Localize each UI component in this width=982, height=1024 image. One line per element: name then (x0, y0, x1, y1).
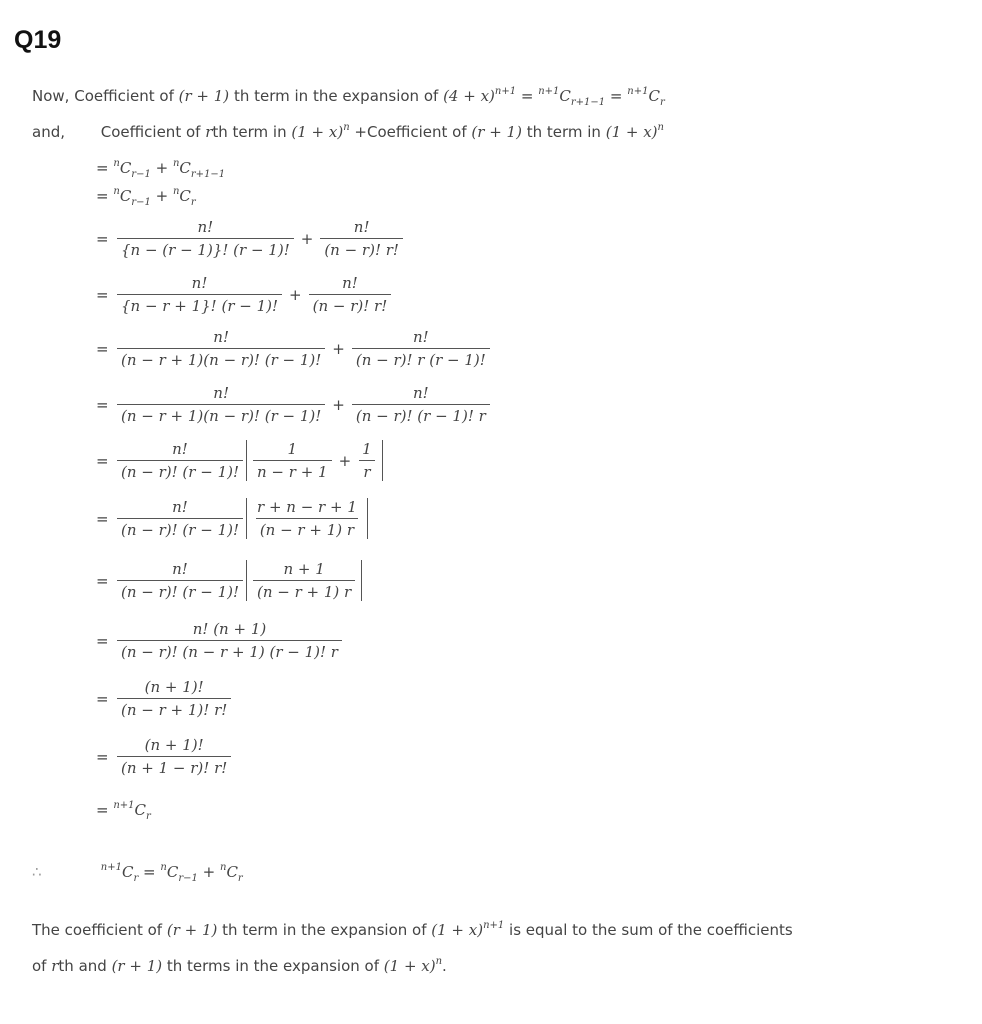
combination-c: C (559, 87, 571, 105)
text: The coefficient of (32, 921, 167, 939)
math-expr: (1 + x) (383, 957, 436, 975)
subscript: r (659, 97, 665, 108)
text: Coefficient of (100, 123, 206, 141)
conclusion-line-1 (32, 920, 793, 939)
fraction (253, 498, 361, 539)
combination-c: C (119, 159, 132, 177)
subscript: r (133, 873, 139, 884)
fraction (117, 498, 243, 539)
combination-c: C (121, 863, 134, 881)
equals-sign: = (609, 87, 623, 105)
numerator: n! (213, 384, 229, 402)
equals-sign: = (96, 339, 109, 358)
text: th and (58, 957, 112, 975)
plus-sign: + (289, 285, 302, 304)
denominator: (n − r + 1)! r! (117, 698, 231, 719)
math-expr: (1 + x) (605, 123, 658, 141)
square-bracket (246, 498, 368, 539)
combination-c: C (226, 863, 238, 881)
superscript: n (160, 862, 167, 873)
subscript: r−1 (131, 197, 151, 208)
equals-sign: = (96, 631, 109, 650)
subscript: r−1 (178, 873, 198, 884)
equals-sign: = (96, 747, 109, 766)
superscript: n+1 (100, 862, 122, 873)
step-fraction-2 (96, 274, 394, 315)
equals-sign: = (96, 285, 109, 304)
combination-c: C (166, 863, 179, 881)
math-expr: (4 + x) (443, 87, 495, 105)
numerator: n! (172, 440, 188, 458)
math-expr: r (51, 957, 59, 975)
combination-c: C (648, 87, 660, 105)
equals-sign: = (96, 451, 109, 470)
step-bracket-2 (96, 498, 368, 539)
math-expr: (1 + x) (291, 123, 344, 141)
denominator: (n − r)! r! (320, 238, 403, 259)
step-single-1 (96, 620, 345, 661)
exponent: n+1 (494, 86, 517, 97)
therefore-icon: ∴ (32, 863, 42, 881)
plus-sign: + (155, 187, 169, 205)
equals-sign: = (96, 509, 109, 528)
combination-c: C (179, 159, 191, 177)
step-bracket-1 (96, 440, 383, 481)
denominator: {n − (r − 1)}! (r − 1)! (117, 238, 294, 259)
text: th term in (212, 123, 292, 141)
superscript: n (219, 862, 227, 873)
denominator: (n − r + 1)(n − r)! (r − 1)! (117, 348, 325, 369)
now-line (32, 86, 665, 108)
denominator: {n − r + 1}! (r − 1)! (117, 294, 282, 315)
text: Coefficient of (74, 87, 179, 105)
fraction (320, 218, 403, 259)
plus-sign: + (332, 339, 345, 358)
text: th term in the expansion of (233, 87, 444, 105)
fraction (352, 328, 490, 369)
denominator: (n − r)! (r − 1)! (117, 460, 243, 481)
fraction (253, 560, 355, 601)
denominator: r (359, 460, 374, 481)
numerator: n! (172, 498, 188, 516)
equals-sign: = (96, 801, 109, 819)
exponent: n+1 (483, 920, 505, 931)
numerator: n! (n + 1) (192, 620, 267, 638)
fraction (253, 440, 332, 481)
plus-sign: + (332, 395, 345, 414)
numerator: 1 (362, 440, 372, 458)
numerator: (n + 1)! (144, 736, 204, 754)
denominator: (n − r)! r! (309, 294, 392, 315)
fraction (117, 560, 243, 601)
superscript: n+1 (113, 800, 135, 811)
superscript: n+1 (538, 86, 560, 97)
conclusion-line-2 (32, 956, 447, 975)
combination-c: C (179, 187, 191, 205)
and-label: and, (32, 123, 65, 141)
fraction (117, 218, 294, 259)
denominator: (n − r)! (r − 1)! (117, 518, 243, 539)
therefore-line (32, 862, 243, 884)
numerator: n! (172, 560, 188, 578)
superscript: n (172, 186, 180, 197)
fraction (117, 678, 231, 719)
combination-c: C (119, 187, 132, 205)
combination-c: C (134, 801, 147, 819)
denominator: (n − r + 1) r (253, 580, 355, 601)
numerator: r + n − r + 1 (257, 498, 357, 516)
step-combination-2 (96, 186, 196, 208)
subscript: r+1−1 (570, 97, 606, 108)
denominator: (n − r + 1) r (256, 518, 358, 539)
equals-sign: = (143, 863, 156, 881)
numerator: (n + 1)! (144, 678, 204, 696)
plus-sign: + (202, 863, 216, 881)
plus-sign: + (338, 451, 352, 470)
step-single-2 (96, 678, 234, 719)
step-fraction-1 (96, 218, 406, 259)
text: th term in (526, 123, 606, 141)
math-expr: (r + 1) (471, 123, 522, 141)
now-label: Now, (32, 87, 70, 105)
numerator: n + 1 (283, 560, 325, 578)
math-expr: (r + 1) (166, 921, 218, 939)
superscript: n (113, 158, 120, 169)
numerator: n! (412, 328, 429, 346)
fraction (117, 736, 231, 777)
denominator: (n − r)! (r − 1)! (117, 580, 243, 601)
superscript: n+1 (627, 86, 649, 97)
step-bracket-3 (96, 560, 362, 601)
math-expr: (r + 1) (111, 957, 163, 975)
denominator: (n − r)! r (r − 1)! (352, 348, 490, 369)
superscript: n (172, 158, 180, 169)
fraction (309, 274, 392, 315)
text: th term in the expansion of (217, 921, 432, 939)
denominator: n − r + 1 (253, 460, 332, 481)
denominator: (n + 1 − r)! r! (117, 756, 231, 777)
and-line (32, 122, 664, 141)
numerator: n! (353, 218, 370, 236)
step-fraction-4 (96, 384, 493, 425)
subscript: r (190, 197, 196, 208)
fraction (358, 440, 376, 481)
plus-sign: + (155, 159, 169, 177)
step-final (96, 800, 151, 822)
numerator: n! (342, 274, 358, 292)
denominator: (n − r)! (r − 1)! r (352, 404, 490, 425)
equals-sign: = (520, 87, 534, 105)
subscript: r (146, 811, 151, 822)
fraction (117, 440, 243, 481)
math-expr: (r + 1) (178, 87, 230, 105)
question-title: Q19 (14, 26, 62, 54)
text: of (32, 957, 52, 975)
text: +Coefficient of (354, 123, 472, 141)
equals-sign: = (96, 689, 109, 708)
text: is equal to the sum of the coefficients (504, 921, 793, 939)
equals-sign: = (96, 395, 109, 414)
exponent: n (343, 122, 350, 133)
math-expr: (1 + x) (431, 921, 484, 939)
equals-sign: = (96, 571, 109, 590)
step-combination-1 (96, 158, 225, 180)
equals-sign: = (96, 229, 109, 248)
fraction (117, 384, 325, 425)
plus-sign: + (300, 229, 314, 248)
text: . (442, 957, 447, 975)
math-expr: r (205, 123, 213, 141)
superscript: n (113, 186, 120, 197)
fraction (117, 620, 342, 661)
denominator: (n − r)! (n − r + 1) (r − 1)! r (117, 640, 342, 661)
square-bracket (246, 440, 383, 481)
fraction (352, 384, 490, 425)
text: th terms in the expansion of (162, 957, 384, 975)
equals-sign: = (96, 187, 109, 205)
exponent: n (435, 956, 443, 967)
numerator: n! (213, 328, 229, 346)
fraction (117, 274, 282, 315)
numerator: n! (191, 274, 208, 292)
equals-sign: = (96, 159, 109, 177)
square-bracket (246, 560, 362, 601)
step-single-3 (96, 736, 234, 777)
numerator: 1 (287, 440, 298, 458)
exponent: n (657, 122, 664, 133)
numerator: n! (412, 384, 429, 402)
subscript: r−1 (131, 169, 151, 180)
step-fraction-3 (96, 328, 493, 369)
denominator: (n − r + 1)(n − r)! (r − 1)! (117, 404, 325, 425)
fraction (117, 328, 325, 369)
subscript: r+1−1 (190, 169, 226, 180)
subscript: r (237, 873, 243, 884)
numerator: n! (197, 218, 214, 236)
